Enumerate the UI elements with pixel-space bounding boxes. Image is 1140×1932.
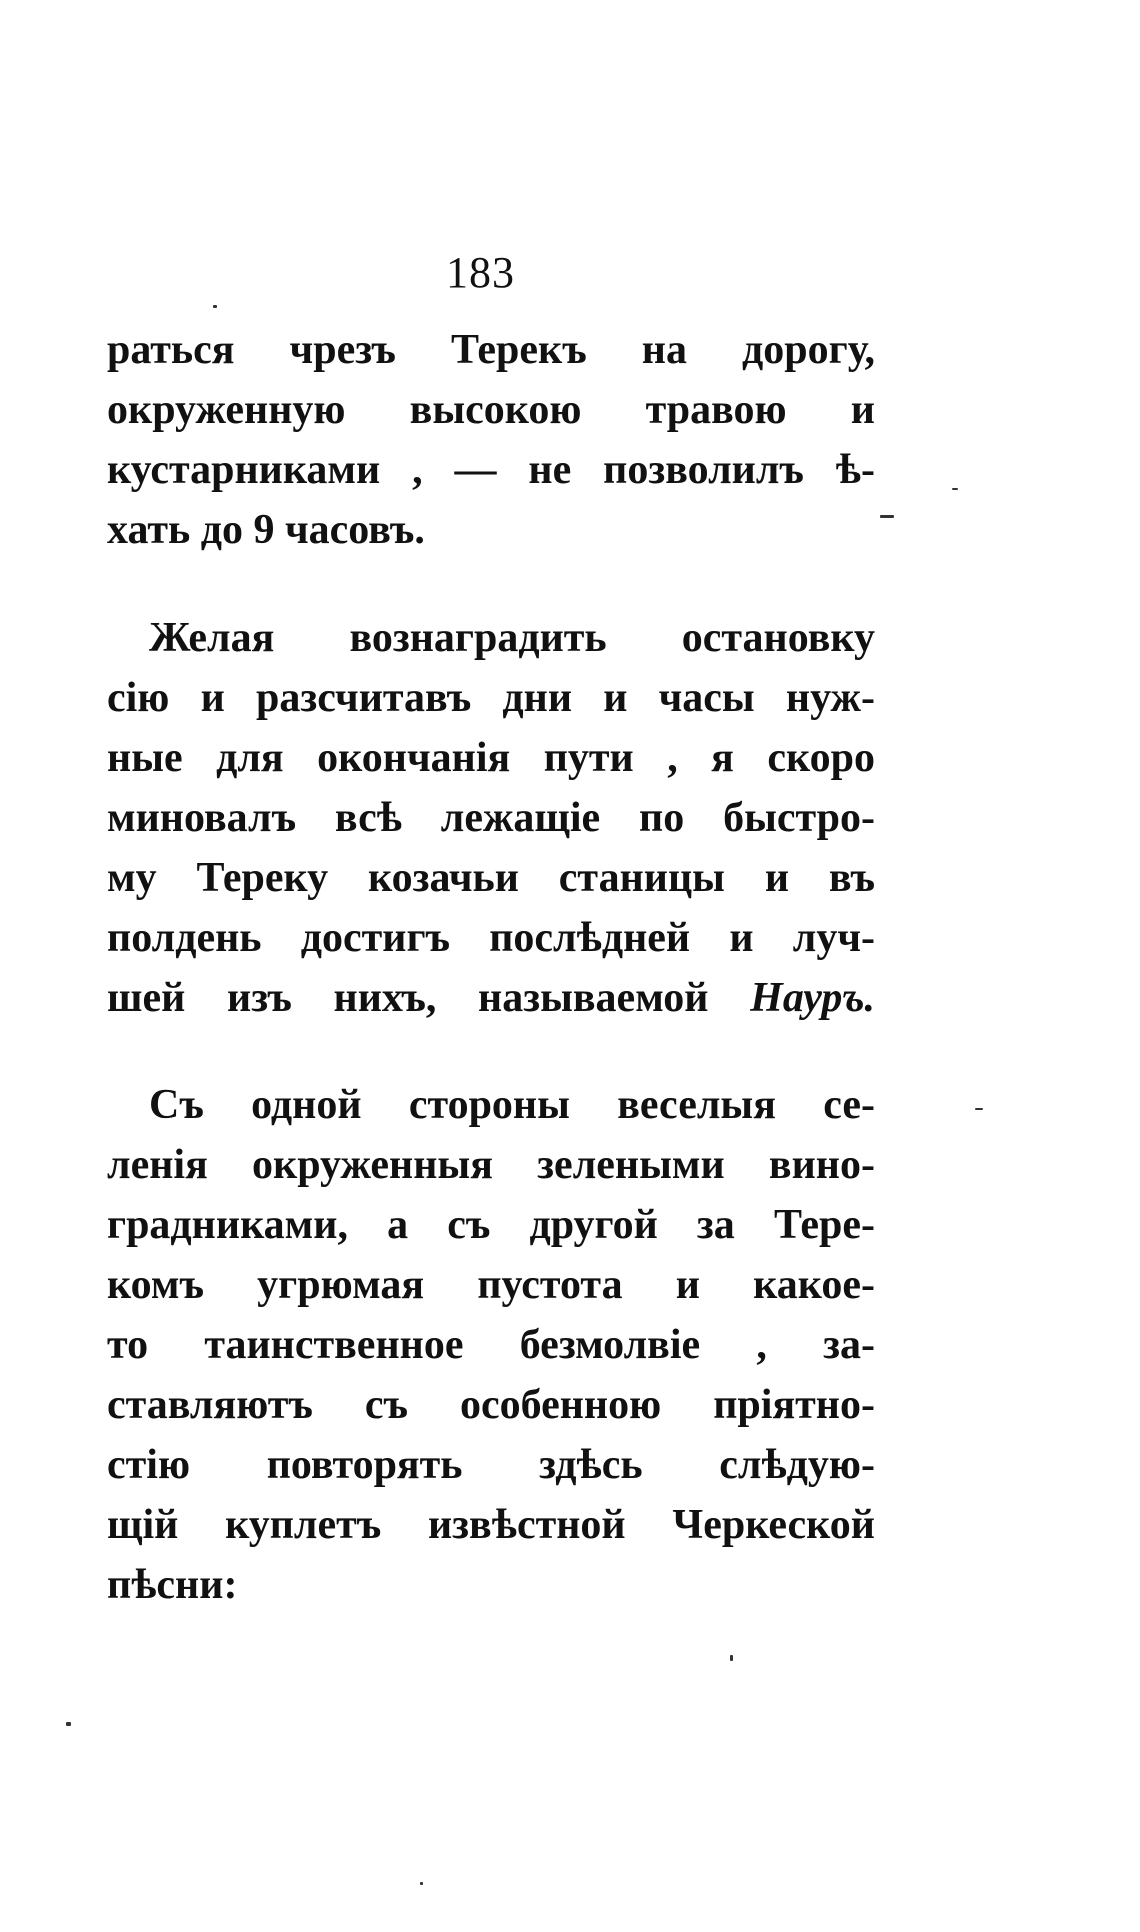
paragraph-2 (107, 608, 875, 1028)
scan-speck (66, 1722, 71, 1726)
text-line: миновалъ всѣ лежащіе по быстро- (107, 795, 875, 841)
text-line: ленія окруженныя зелеными вино- (107, 1142, 875, 1188)
italic-place-name: Науръ. (750, 975, 875, 1021)
scan-speck (952, 488, 958, 490)
scan-speck (420, 1882, 423, 1885)
page-number: 183 (446, 248, 515, 297)
text-line: щій куплетъ извѣстной Черкеской (107, 1502, 875, 1548)
text-line: ные для окончанія пути , я скоро (107, 735, 875, 781)
text-line: кустарниками , — не позволилъ ѣ- (107, 447, 875, 493)
scan-speck (975, 1108, 983, 1110)
text-line: сію и разсчитавъ дни и часы нуж- (107, 675, 875, 721)
text-line: стію повторять здѣсь слѣдую- (107, 1442, 875, 1488)
text-line: градниками, а съ другой за Тере- (107, 1202, 875, 1248)
text-line: раться чрезъ Терекъ на дорогу, (107, 327, 875, 373)
paragraph-3 (107, 1075, 875, 1615)
text-line: комъ угрюмая пустота и какое- (107, 1262, 875, 1308)
text-line: му Тереку козачьи станицы и въ (107, 855, 875, 901)
text-line-with-italic (107, 968, 875, 1028)
text-line: Съ одной стороны веселыя се- (149, 1082, 875, 1128)
text-line: хать до 9 часовъ. (107, 507, 425, 553)
text-line: полдень достигъ послѣдней и луч- (107, 915, 875, 961)
text-line: то таинственное безмолвіе , за- (107, 1322, 875, 1368)
text-line: Желая вознаградить остановку (149, 615, 875, 661)
text-line: ставляютъ съ особенною пріятно- (107, 1382, 875, 1428)
scan-speck (880, 515, 894, 518)
text-line: окруженную высокою травою и (107, 387, 875, 433)
text-segment: шей изъ нихъ, называемой (107, 975, 709, 1021)
paragraph-1 (107, 320, 875, 560)
scan-speck (213, 305, 217, 308)
scan-speck (730, 1655, 733, 1661)
text-line: пѣсни: (107, 1562, 238, 1608)
